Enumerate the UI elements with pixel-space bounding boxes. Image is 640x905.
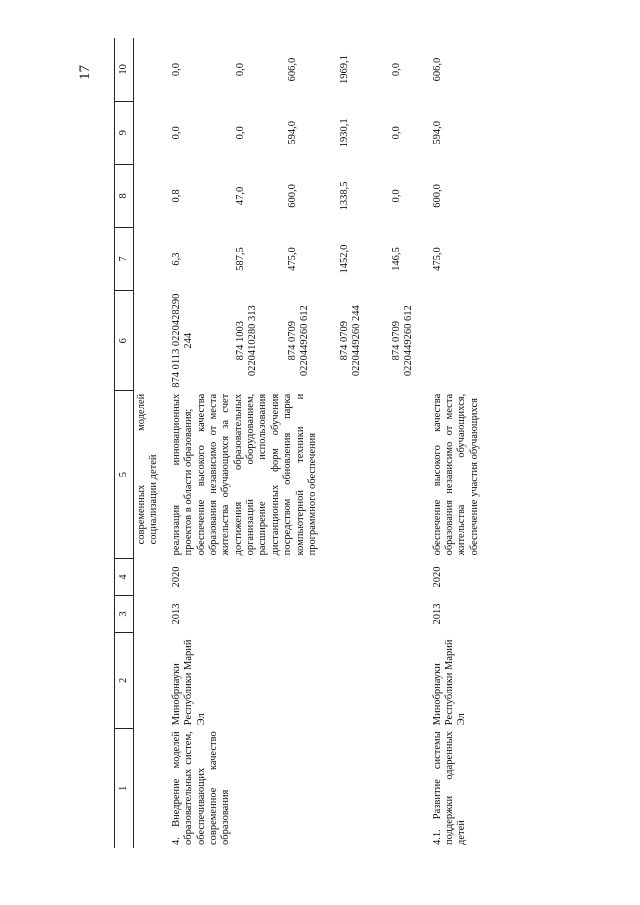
value: 0,0 (390, 126, 402, 140)
values-col10 (169, 38, 418, 101)
table-row (169, 38, 418, 848)
value: 1452,0 (338, 244, 350, 274)
continuation-text: современных моделей социализации детей (136, 393, 160, 545)
value: 475,0 (431, 247, 443, 271)
value: 0,0 (170, 126, 182, 140)
header-cell: 4 (115, 558, 134, 595)
header-cell: 9 (115, 101, 134, 164)
value: 146,5 (390, 247, 402, 271)
table-row (134, 38, 169, 848)
header-row (115, 38, 134, 848)
header-cell: 8 (115, 164, 134, 227)
header-cell: 7 (115, 227, 134, 290)
value: 0,0 (234, 126, 246, 140)
expected-result: обеспечение высокого качества образования независимо от места жительства обучающихся, обеспечение участия обучающихся (431, 393, 480, 556)
header-cell: 2 (115, 632, 134, 728)
value: 587,5 (234, 247, 246, 271)
end-year: 2020 (170, 566, 182, 588)
start-year: 2013 (170, 603, 182, 625)
table-row (418, 38, 484, 848)
result-item: обеспечение высокого качества образования независимо от места жительства обучающихся за счет достижения образовательных организаций оборудованием, расширение использования дистанционных форм обучения посредством обновления парка компьютерной техники и программного обеспечения (195, 393, 318, 556)
values-col8 (169, 164, 418, 227)
values-col7 (169, 227, 418, 290)
value: 6,3 (170, 252, 182, 266)
header-cell: 3 (115, 595, 134, 632)
value: 594,0 (286, 120, 298, 145)
value: 606,0 (431, 57, 443, 82)
start-year: 2013 (431, 603, 443, 625)
responsible-org: Минобрнауки Республики Марий Эл (170, 639, 207, 726)
activity-name: 4.1. Развитие системы поддержки одаренных детей (431, 731, 468, 845)
end-year: 2020 (431, 566, 443, 588)
value: 600,0 (286, 184, 298, 208)
value: 1930,1 (338, 118, 350, 148)
budget-code: 874 1003 0220410280 313 (234, 305, 259, 377)
activity-name: 4. Внедрение моделей образовательных систем, обеспечивающих современное качество образования (170, 731, 232, 845)
value: 600,0 (431, 184, 443, 208)
budget-code: 874 0709 0220449260 612 (286, 305, 311, 377)
budget-codes (169, 291, 418, 391)
page-number: 17 (77, 65, 93, 80)
value: 475,0 (286, 247, 298, 271)
value: 0,8 (170, 189, 182, 203)
value: 0,0 (234, 63, 246, 77)
header-cell: 1 (115, 728, 134, 848)
value: 0,0 (390, 63, 402, 77)
budget-table (114, 38, 483, 848)
budget-code: 874 0709 0220449260 612 (390, 305, 415, 377)
value: 47,0 (234, 186, 246, 206)
header-cell: 5 (115, 391, 134, 559)
header-cell: 6 (115, 291, 134, 391)
rotated-table-container (114, 38, 524, 848)
value: 0,0 (170, 63, 182, 77)
budget-code: 874 0709 0220449260 244 (338, 305, 363, 377)
responsible-org: Минобрнауки Республики Марий Эл (431, 639, 468, 726)
budget-code: 874 0113 0220428290 244 (170, 293, 195, 388)
values-col9 (169, 101, 418, 164)
value: 1969,1 (338, 55, 350, 85)
expected-result (169, 391, 418, 559)
value: 594,0 (431, 120, 443, 145)
budget-code (418, 291, 484, 391)
value: 606,0 (286, 57, 298, 82)
header-cell: 10 (115, 38, 134, 101)
value: 0,0 (390, 189, 402, 203)
result-item: реализация инновационных проектов в области образования; (170, 393, 195, 556)
value: 1338,5 (338, 181, 350, 211)
